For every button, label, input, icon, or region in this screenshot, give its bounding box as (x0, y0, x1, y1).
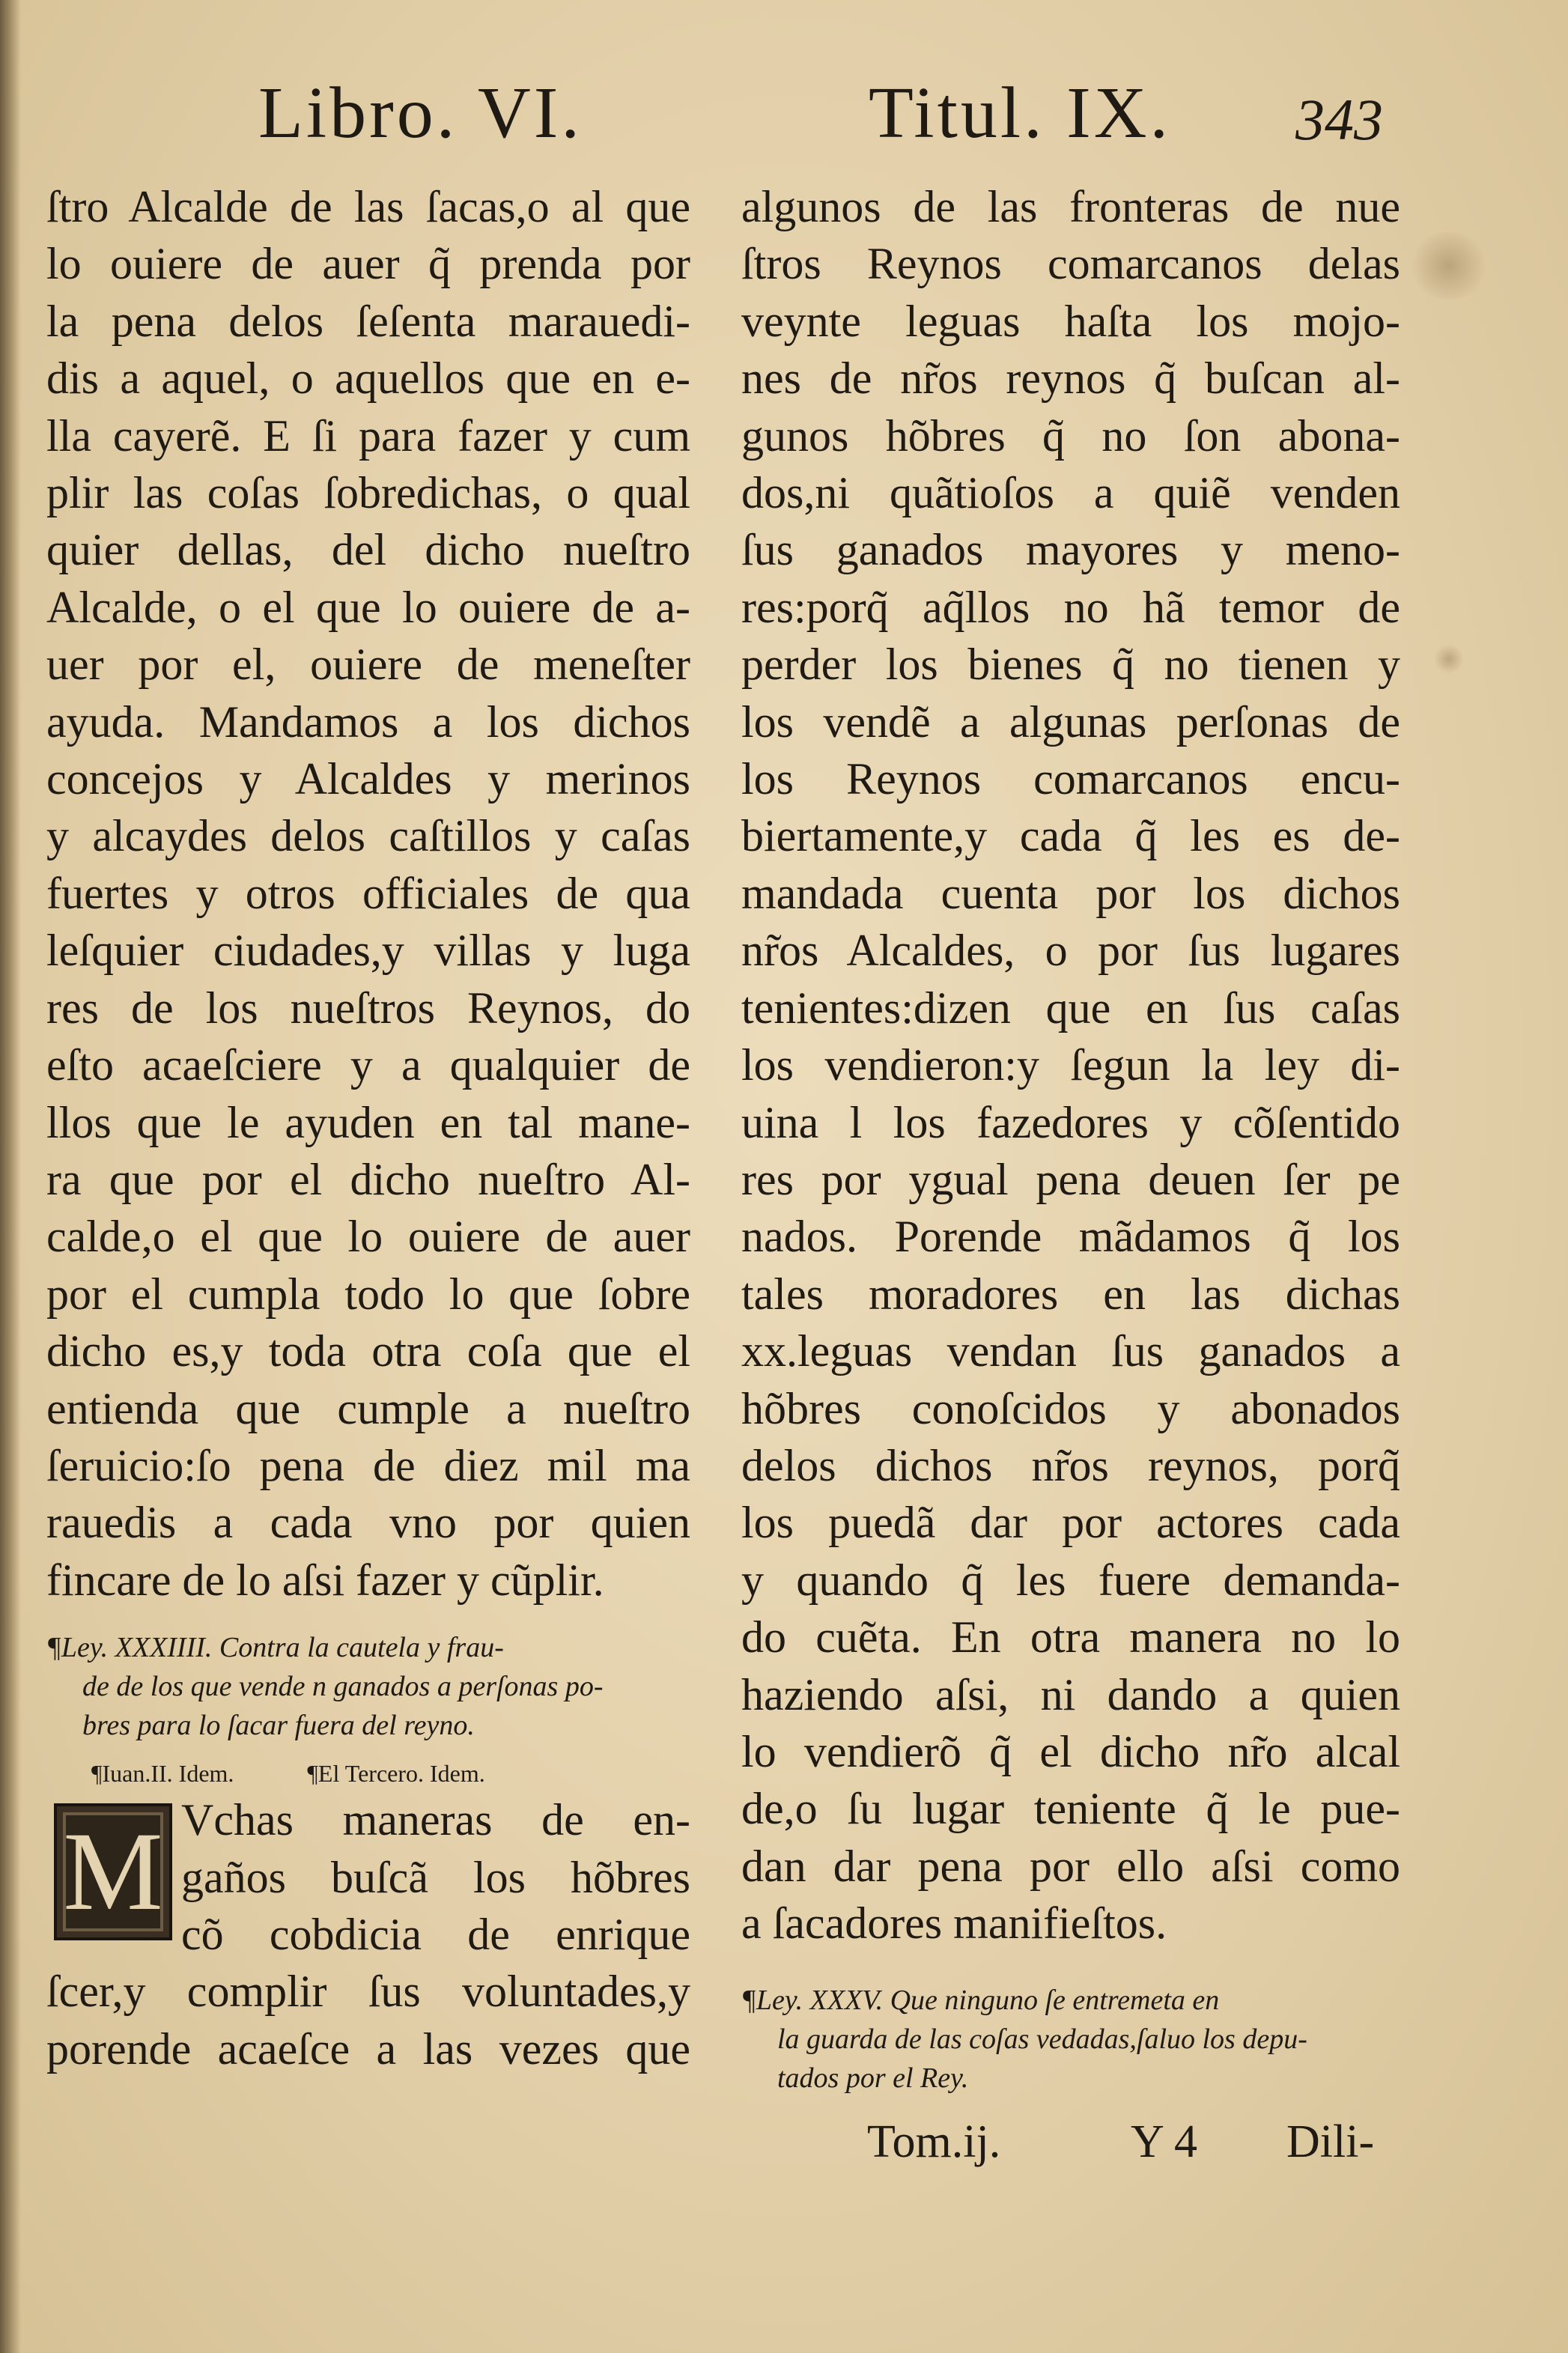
page-footer (0, 2116, 1568, 2183)
running-header (0, 71, 1568, 161)
text-line: eſto acaeſciere y a qualquier de (46, 1040, 690, 1090)
text-line: veynte leguas haſta los mojo- (741, 296, 1400, 346)
text-line: gaños buſcã los hõbres (181, 1852, 690, 1902)
text-line: nes de nr̃os reynos q̃ buſcan al- (741, 353, 1400, 404)
foxing-spot (1434, 644, 1464, 674)
law-citations (46, 1755, 690, 1791)
text-line: y quando q̃ les fuere demanda- (741, 1555, 1400, 1605)
text-line: mandada cuenta por los dichos (741, 868, 1400, 918)
text-line: rauedis a cada vno por quien (46, 1498, 690, 1548)
text-line: nr̃os Alcaldes, o por ſus lugares (741, 926, 1400, 976)
right-column-text (741, 178, 1400, 1952)
law-34-body (46, 1791, 690, 2077)
text-line: haziendo aſsi, ni dando a quien (741, 1669, 1400, 1719)
text-line: res por ygual pena deuen ſer pe (741, 1154, 1400, 1204)
text-line: calde,o el que lo ouiere de auer (46, 1212, 690, 1262)
text-line: los Reynos comarcanos encu- (741, 754, 1400, 804)
text-line: biertamente,y cada q̃ les es de- (741, 811, 1400, 861)
text-line: tenientes:dizen que en ſus caſas (741, 983, 1400, 1033)
text-line: res de los nueſtros Reynos, do (46, 983, 690, 1033)
text-line: fuertes y otros officiales de qua (46, 868, 690, 918)
law-heading-line: la guarda de las coſas vedadas,ſaluo los depu- (777, 2023, 1307, 2055)
text-line: quier dellas, del dicho nueſtro (46, 525, 690, 575)
text-line: tales moradores en las dichas (741, 1269, 1400, 1319)
citation-el-tercero: ¶El Tercero. Idem. (307, 1760, 485, 1788)
right-column (741, 178, 1400, 2098)
text-line: perder los bienes q̃ no tienen y (741, 640, 1400, 690)
text-line: ſcer,y complir ſus voluntades,y (46, 1967, 690, 2017)
text-line: llos que le ayuden en tal mane- (46, 1097, 690, 1147)
text-line: ſeruicio:ſo pena de diez mil ma (46, 1440, 690, 1490)
header-title: Titul. IX. (869, 73, 1172, 154)
law-heading-line: ¶Ley. XXXIIII. Contra la cautela y frau- (46, 1632, 504, 1664)
text-line: ra que por el dicho nueſtro Al- (46, 1154, 690, 1204)
text-line: Vchas maneras de en- (181, 1795, 690, 1845)
text-line: los vendẽ a algunas perſonas de (741, 696, 1400, 747)
left-column (46, 178, 690, 2077)
text-line: concejos y Alcaldes y merinos (46, 754, 690, 804)
text-line: dis a aquel, o aquellos que en e- (46, 353, 690, 404)
text-line: por el cumpla todo lo que ſobre (46, 1269, 690, 1319)
text-line: lo vendierõ q̃ el dicho nr̃o alcal (741, 1726, 1400, 1776)
text-line: a ſacadores manifieſtos. (741, 1898, 1167, 1949)
page-number: 343 (1295, 87, 1383, 152)
text-line: Alcalde, o el que lo ouiere de a- (46, 582, 690, 632)
law-heading-line: ¶Ley. XXXV. Que ninguno ſe entremeta en (741, 1984, 1220, 2016)
law-heading-34 (46, 1628, 690, 1745)
text-line: leſquier ciudades,y villas y luga (46, 926, 690, 976)
signature-mark: Y 4 (1131, 2116, 1197, 2167)
law-heading-line: tados por el Rey. (777, 2062, 969, 2094)
text-line: gunos hõbres q̃ no ſon abona- (741, 410, 1400, 461)
text-line: uer por el, ouiere de meneſter (46, 640, 690, 690)
dropcap-initial: M (54, 1803, 172, 1940)
page-spine-edge (0, 0, 21, 2353)
text-line: la pena delos ſeſenta marauedi- (46, 296, 690, 346)
law-heading-35 (741, 1981, 1400, 2098)
text-line: delos dichos nr̃os reynos, porq̃ (741, 1440, 1400, 1490)
text-line: de,o ſu lugar teniente q̃ le pue- (741, 1784, 1400, 1834)
text-line: dicho es,y toda otra coſa que el (46, 1326, 690, 1376)
citation-juan-ii: ¶Iuan.II. Idem. (91, 1760, 234, 1788)
text-line: los vendieron:y ſegun la ley di- (741, 1040, 1400, 1090)
text-line: hõbres conoſcidos y abonados (741, 1383, 1400, 1433)
text-line: uina l los fazedores y cõſentido (741, 1097, 1400, 1147)
text-line: xx.leguas vendan ſus ganados a (741, 1326, 1400, 1376)
text-line: dan dar pena por ello aſsi como (741, 1841, 1400, 1891)
text-line: fincare de lo aſsi fazer y cũplir. (46, 1555, 604, 1605)
text-line: nados. Porende mãdamos q̃ los (741, 1212, 1400, 1262)
text-line: algunos de las fronteras de nue (741, 182, 1400, 231)
law-heading-line: bres para lo ſacar fuera del reyno. (82, 1710, 475, 1742)
text-line: ſus ganados mayores y meno- (741, 525, 1400, 575)
text-line: lla cayerẽ. E ſi para fazer y cum (46, 410, 690, 461)
text-line: res:porq̃ aq̃llos no hã temor de (741, 582, 1400, 632)
text-line: ayuda. Mandamos a los dichos (46, 696, 690, 747)
text-line: porende acaeſce a las vezes que (46, 2023, 690, 2074)
law-heading-line: de de los que vende n ganados a perſonas po- (82, 1671, 604, 1703)
header-book: Libro. VI. (258, 73, 583, 154)
text-line: plir las coſas ſobredichas, o qual (46, 468, 690, 518)
volume-mark: Tom.ij. (867, 2116, 1001, 2167)
text-line: y alcaydes delos caſtillos y caſas (46, 811, 690, 861)
text-line: cõ cobdicia de enrique (181, 1909, 690, 1959)
text-line: do cuẽta. En otra manera no lo (741, 1612, 1400, 1663)
text-line: lo ouiere de auer q̃ prenda por (46, 239, 690, 289)
text-line: los puedã dar por actores cada (741, 1498, 1400, 1548)
text-line: ſtro Alcalde de las ſacas,o al que (46, 182, 690, 231)
text-line: ſtros Reynos comarcanos delas (741, 239, 1400, 289)
text-line: dos,ni quãtioſos a quiẽ venden (741, 468, 1400, 518)
catchword: Dili- (1286, 2116, 1375, 2167)
text-line: entienda que cumple a nueſtro (46, 1383, 690, 1433)
foxing-spot (1408, 232, 1490, 300)
left-column-text (46, 178, 690, 1609)
